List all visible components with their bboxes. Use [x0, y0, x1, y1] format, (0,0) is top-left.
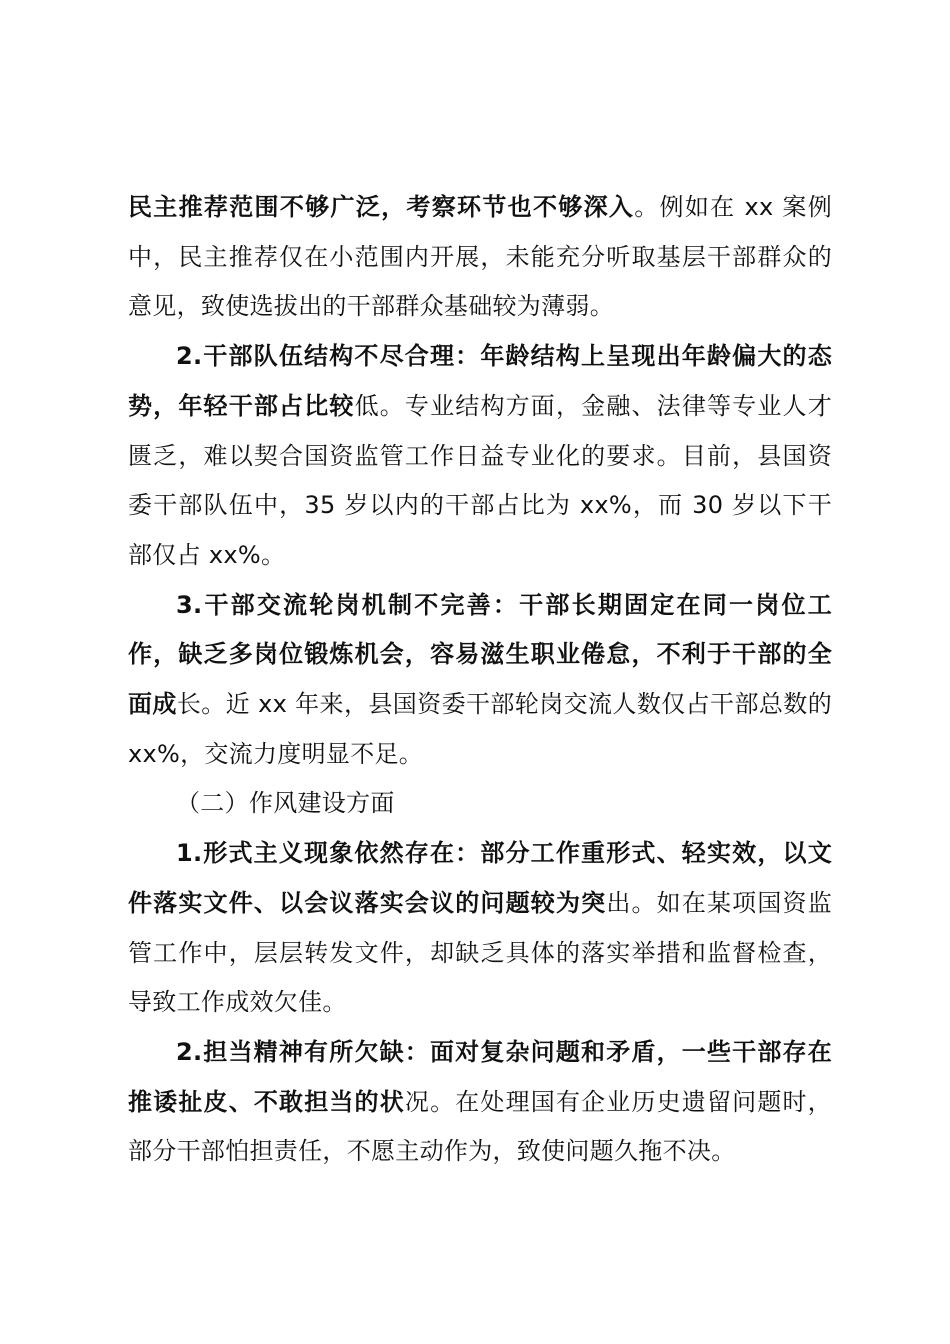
paragraph-text: 出。如在某项国资监管工作中，层层转发文件，却缺乏具体的落实举措和监督检查，导致工作成效欠佳。 [128, 888, 833, 1017]
paragraph-text: 。例如在 xx 案例中，民主推荐仅在小范围内开展，未能充分听取基层干部群众的意见，致使选拔出的干部群众基础较为薄弱。 [128, 193, 832, 321]
paragraph-recommendation [128, 183, 832, 332]
paragraph-text: （二）作风建设方面 [176, 789, 395, 818]
document-body [128, 183, 832, 1177]
paragraph-text: 况。在处理国有企业历史遗留问题时，部分干部怕担责任，不愿主动作为，致使问题久拖不决。 [128, 1087, 832, 1166]
paragraph-rotation-mechanism [128, 581, 832, 780]
paragraph-bold-lead: 3.干部交流轮岗机制不完善：干部长期固定在同一岗位工作，缺乏多岗位锻炼机会，容易滋生职业倦怠，不利于干部的全面成 [128, 590, 832, 719]
paragraph-formalism [128, 829, 832, 1028]
paragraph-team-structure [128, 332, 832, 581]
paragraph-bold-lead: 2.干部队伍结构不尽合理：年龄结构上呈现出年龄偏大的态势，年轻干部占比较 [128, 342, 832, 420]
paragraph-text: 低。专业结构方面，金融、法律等专业人才匮乏，难以契合国资监管工作日益专业化的要求。目前，县国资委干部队伍中，35 岁以内的干部占比为 xx%，而 30 岁以下干部仅占 xx%。 [128, 391, 833, 569]
paragraph-bold-lead: 民主推荐范围不够广泛，考察环节也不够深入 [128, 193, 635, 221]
section-heading-work-style [128, 779, 832, 829]
paragraph-responsibility [128, 1028, 832, 1177]
paragraph-bold-lead: 1.形式主义现象依然存在：部分工作重形式、轻实效，以文件落实文件、以会议落实会议的问题较为突 [128, 839, 832, 917]
paragraph-bold-lead: 2.担当精神有所欠缺：面对复杂问题和矛盾，一些干部存在推诿扯皮、不敢担当的状 [128, 1037, 832, 1116]
paragraph-text: 长。近 xx 年来，县国资委干部轮岗交流人数仅占干部总数的 xx%，交流力度明显不足。 [128, 690, 832, 768]
